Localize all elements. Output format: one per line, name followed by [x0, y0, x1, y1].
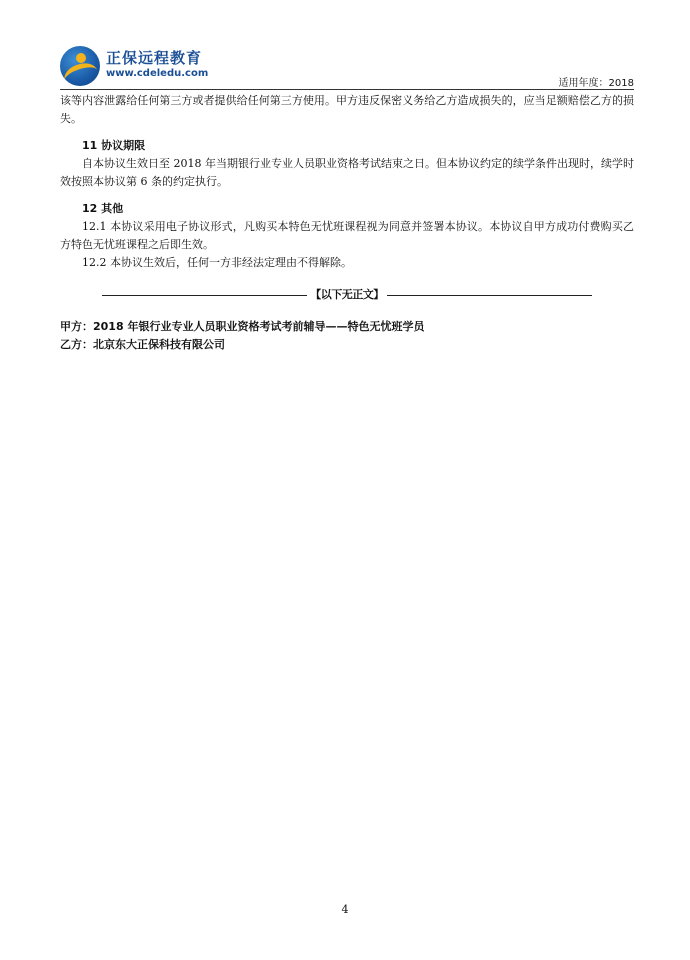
document-body	[60, 92, 634, 354]
divider-right	[387, 295, 592, 296]
divider-left	[102, 295, 307, 296]
logo-icon	[60, 46, 100, 86]
section-11-text: 自本协议生效日至 2018 年当期银行业专业人员职业资格考试结束之日。但本协议约定的续学条件出现时，续学时效按照本协议第 6 条的约定执行。	[60, 157, 634, 188]
section-11-title: 11 协议期限	[82, 139, 146, 152]
section-12-item-2: 12.2 本协议生效后，任何一方非经法定理由不得解除。	[82, 256, 352, 269]
continued-paragraph: 该等内容泄露给任何第三方或者提供给任何第三方使用。甲方违反保密义务给乙方造成损失的，应当足额赔偿乙方的损失。	[60, 94, 634, 125]
party-b: 乙方：北京东大正保科技有限公司	[60, 338, 225, 351]
party-a: 甲方：2018 年银行业专业人员职业资格考试考前辅导——特色无忧班学员	[60, 320, 425, 333]
brand-url: www.cdeledu.com	[106, 68, 209, 79]
end-of-text-marker	[60, 286, 634, 304]
page-number: 4	[341, 903, 349, 916]
page-header	[60, 46, 634, 94]
end-of-text-label: 【以下无正文】	[310, 288, 384, 301]
section-12-title: 12 其他	[82, 202, 124, 215]
brand-name: 正保远程教育	[106, 49, 203, 67]
header-divider	[60, 89, 634, 90]
applicable-year: 适用年度：2018	[558, 78, 634, 89]
section-12-item-1: 12.1 本协议采用电子协议形式，凡购买本特色无忧班课程视为同意并签署本协议。本协议自甲方成功付费购买乙方特色无忧班课程之后即生效。	[60, 220, 634, 251]
